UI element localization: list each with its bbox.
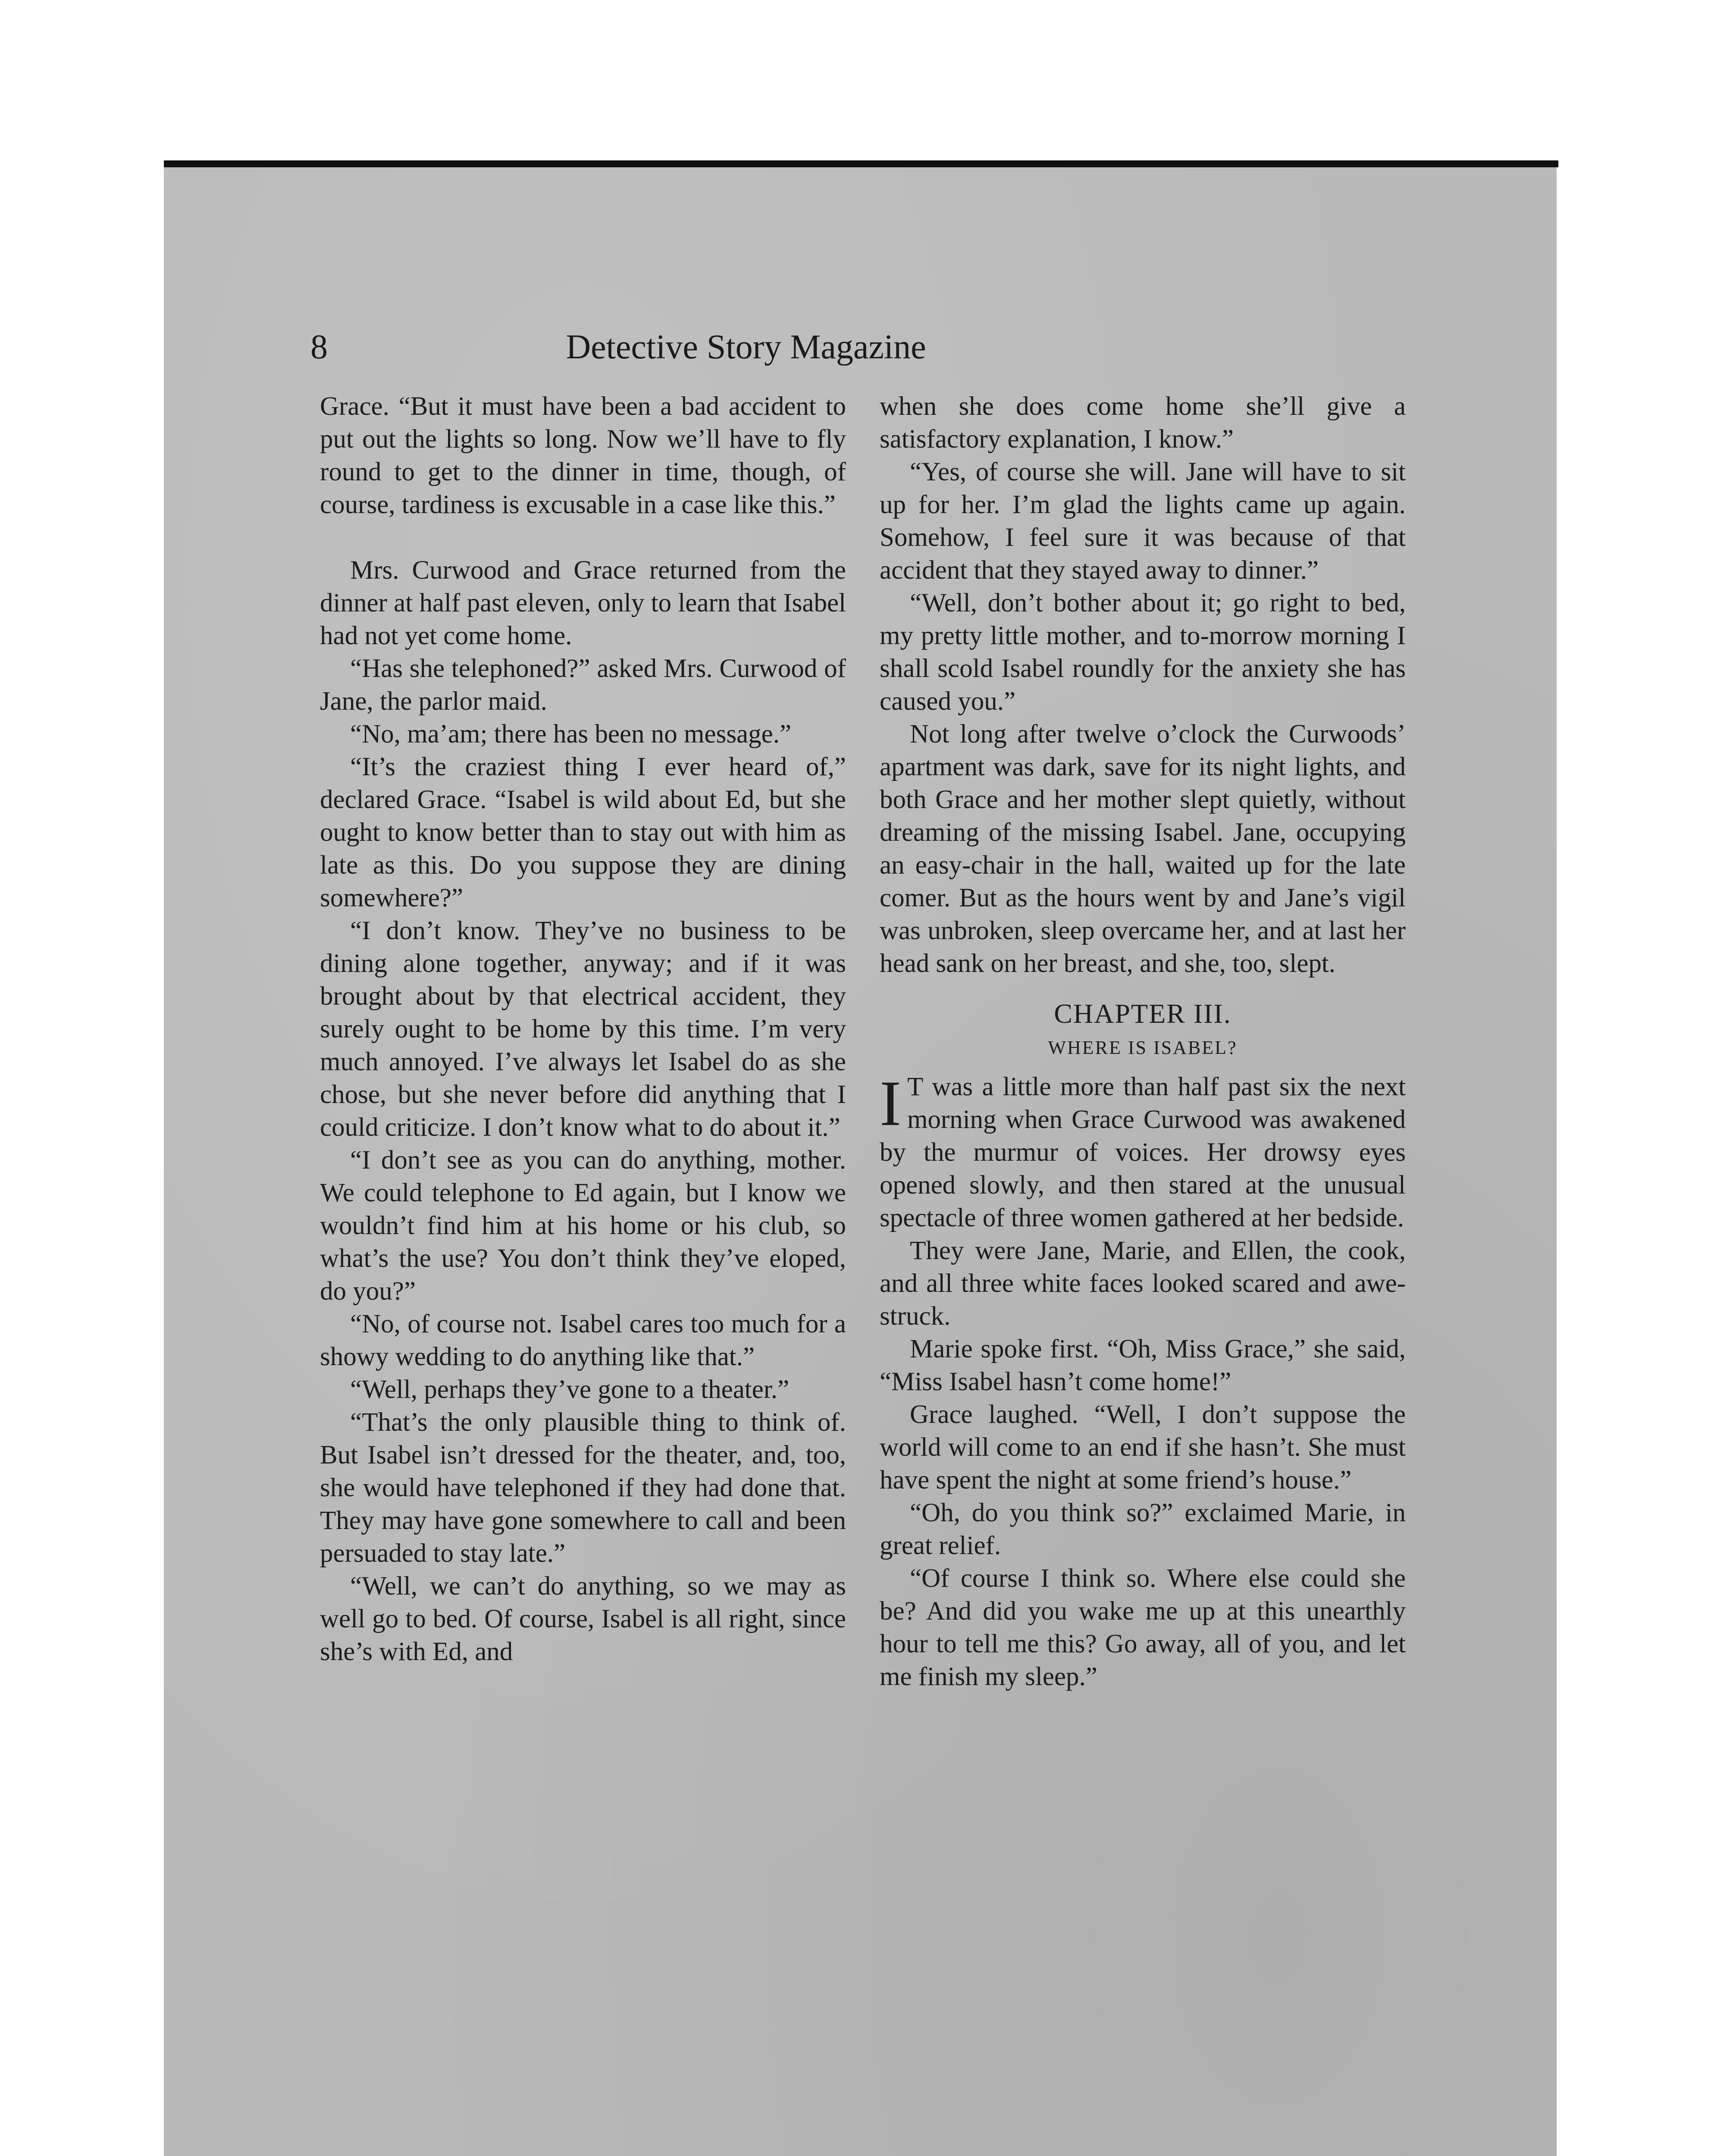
page-header bbox=[310, 321, 1130, 373]
running-head: Detective Story Magazine bbox=[566, 328, 926, 366]
paragraph: “Well, perhaps they’ve gone to a theater.” bbox=[350, 1375, 790, 1404]
paragraph: Mrs. Curwood and Grace returned from the dinner at half past eleven, only to learn that Isabel had not yet come home. bbox=[320, 556, 846, 650]
paragraph: Grace. “But it must have been a bad accident to put out the lights so long. Now we’ll have to fly round to get to the dinner in time, though, of course, tardiness is excusable in a case like this.” bbox=[320, 392, 846, 519]
paragraph: “Has she telephoned?” asked Mrs. Curwood of Jane, the parlor maid. bbox=[320, 654, 846, 716]
page-top-edge bbox=[164, 160, 1558, 167]
opening-text: T was a little more than half past six the next morning when Grace Curwood was awakened by the murmur of voices. Her drowsy eyes opened slowly, and then stared at the unusual spectacle of three women gathered at her bedside. bbox=[880, 1072, 1406, 1232]
chapter-opening-paragraph bbox=[880, 1068, 1406, 1235]
left-column bbox=[320, 390, 846, 2050]
paragraph: “No, ma’am; there has been no message.” bbox=[350, 720, 792, 749]
paragraph: “Oh, do you think so?” exclaimed Marie, in great relief. bbox=[880, 1498, 1406, 1560]
paragraph: when she does come home she’ll give a satisfactory explanation, I know.” bbox=[880, 392, 1406, 454]
paragraph: “No, of course not. Isabel cares too much for a showy wedding to do anything like that.” bbox=[320, 1310, 846, 1371]
paragraph: Marie spoke first. “Oh, Miss Grace,” she said, “Miss Isabel hasn’t come home!” bbox=[880, 1335, 1406, 1396]
paragraph: “Yes, of course she will. Jane will have to sit up for her. I’m glad the lights came up again. Somehow, I feel sure it was because of that accident that they stayed away to dinner.” bbox=[880, 458, 1406, 585]
paragraph: “Well, don’t bother about it; go right to bed, my pretty little mother, and to-morrow morning I shall scold Isabel roundly for the anxiety she has caused you.” bbox=[880, 589, 1406, 716]
page-number: 8 bbox=[310, 328, 328, 366]
paragraph: “I don’t see as you can do anything, mother. We could telephone to Ed again, but I know we wouldn’t find him at his home or his club, so what’s the use? You don’t think they’ve eloped, do you?” bbox=[320, 1146, 846, 1306]
right-column bbox=[880, 390, 1406, 2050]
paragraph: “That’s the only plausible thing to think of. But Isabel isn’t dressed for the theater, and, too, she would have telephoned if they had done that. They may have gone somewhere to call and been persuaded to stay late.” bbox=[320, 1408, 846, 1568]
paragraph: They were Jane, Marie, and Ellen, the cook, and all three white faces looked scared and awe-struck. bbox=[880, 1236, 1406, 1331]
paragraph: Grace laughed. “Well, I don’t suppose the world will come to an end if she hasn’t. She must have spent the night at some friend’s house.” bbox=[880, 1400, 1406, 1495]
paragraph: “Well, we can’t do anything, so we may as well go to bed. Of course, Isabel is all right, since she’s with Ed, and bbox=[320, 1572, 846, 1666]
paragraph: Not long after twelve o’clock the Curwoods’ apartment was dark, save for its night lights, and both Grace and her mother slept quietly, without dreaming of the missing Isabel. Jane, occupying an easy-chair in the hall, waited up for the late comer. But as the hours went by and Jane’s vigil was unbroken, sleep overcame her, and at last her head sank on her breast, and she, too, slept. bbox=[880, 720, 1406, 978]
chapter-title: CHAPTER III. bbox=[1054, 998, 1232, 1029]
drop-cap: I bbox=[880, 1068, 901, 1139]
paragraph: “It’s the craziest thing I ever heard of,” declared Grace. “Isabel is wild about Ed, but she ought to know better than to stay out with him as late as this. Do you suppose they are dining somewhere?” bbox=[320, 752, 846, 912]
paragraph: “I don’t know. They’ve no business to be dining alone together, anyway; and if it was brought about by that electrical accident, they surely ought to be home by this time. I’m very much annoyed. I’ve always let Isabel do as she chose, but she never before did anything that I could criticize. I don’t know what to do about it.” bbox=[320, 916, 846, 1142]
chapter-subtitle: WHERE IS ISABEL? bbox=[1048, 1037, 1238, 1058]
paragraph: “Of course I think so. Where else could she be? And did you wake me up at this unearthly hour to tell me this? Go away, all of you, and let me finish my sleep.” bbox=[880, 1564, 1406, 1691]
